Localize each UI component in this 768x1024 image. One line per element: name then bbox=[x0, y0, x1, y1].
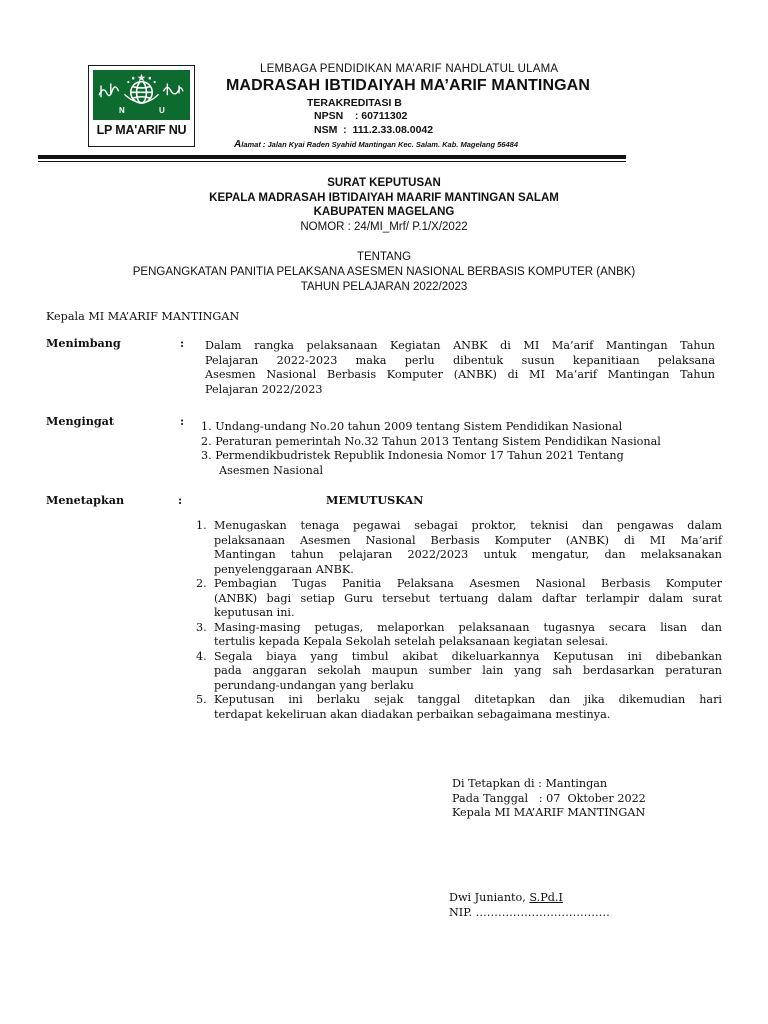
sig-jabatan: Kepala MI MA’ARIF MANTINGAN bbox=[452, 806, 646, 819]
menimbang-line: Pelajaran 2022/2023 bbox=[205, 382, 323, 396]
keputusan-list bbox=[196, 519, 722, 722]
title-nomor: NOMOR : 24/MI_Mrf/ P.1/X/2022 bbox=[300, 221, 468, 233]
menimbang-label: Menimbang bbox=[46, 336, 121, 350]
mengingat-item: 1. Undang-undang No.20 tahun 2009 tentang Sistem Pendidikan Nasional bbox=[201, 420, 623, 433]
title-tahun-pelajaran: TAHUN PELAJARAN 2022/2023 bbox=[300, 281, 468, 293]
header-rule-thin bbox=[38, 161, 626, 162]
alamat-initial: A bbox=[234, 139, 242, 150]
mengingat-list bbox=[201, 420, 731, 478]
menimbang-text bbox=[205, 339, 715, 397]
keputusan-line: pada anggaran sekolah maupun sumber lain yang sah berdasarkan peraturan bbox=[214, 664, 722, 677]
keputusan-line: Masing-masing petugas, melaporkan pelaksanaan tugasnya secara lisan dan bbox=[214, 620, 722, 634]
keputusan-line: (ANBK) bagi setiap Guru tersebut tertuang dalam daftar terlampir dalam surat bbox=[214, 591, 722, 605]
lp-maarif-nu-logo bbox=[88, 65, 195, 147]
header-lembaga: LEMBAGA PENDIDIKAN MA’ARIF NAHDLATUL ULAMA bbox=[260, 63, 559, 75]
menimbang-colon: : bbox=[180, 336, 185, 350]
sig-nip: NIP. ……………………………… bbox=[449, 906, 610, 919]
title-tentang: TENTANG bbox=[356, 251, 412, 263]
header-madrasah-name: MADRASAH IBTIDAIYAH MA’ARIF MANTINGAN bbox=[226, 77, 590, 94]
header-alamat bbox=[234, 139, 518, 150]
menimbang-line: Dalam rangka pelaksanaan Kegiatan ANBK di MI Ma’arif Mantingan Tahun bbox=[205, 339, 715, 352]
keputusan-num: 2. bbox=[196, 577, 207, 590]
keputusan-line: tertulis kepada Kepala Sekolah setelah pelaksanaan kegiatan selesai. bbox=[214, 635, 609, 648]
header-nsm: NSM : 111.2.33.08.0042 bbox=[314, 124, 434, 136]
sig-nama-plain: Dwi Junianto, bbox=[449, 891, 530, 904]
sig-nama bbox=[449, 891, 563, 906]
menimbang-line: Asesmen Nasional Berbasis Komputer (ANBK) di MI Ma’arif Mantingan Tahun bbox=[205, 368, 715, 381]
keputusan-line: penyelenggaraan ANBK. bbox=[214, 562, 354, 576]
keputusan-num: 4. bbox=[196, 649, 207, 663]
keputusan-line: Pembagian Tugas Panitia Pelaksana Asesmen Nasional Berbasis Komputer bbox=[214, 577, 722, 590]
keputusan-item bbox=[196, 519, 722, 577]
header-rule-thick bbox=[38, 155, 626, 159]
mengingat-item: 3. Permendikbudristek Republik Indonesia Nomor 17 Tahun 2021 Tentang bbox=[201, 449, 624, 462]
emblem-letter-u: U bbox=[159, 106, 165, 115]
sig-ditetapkan: Di Tetapkan di : Mantingan bbox=[452, 777, 608, 790]
title-perihal: PENGANGKATAN PANITIA PELAKSANA ASESMEN NASIONAL BERBASIS KOMPUTER (ANBK) bbox=[132, 266, 636, 278]
mengingat-item: 2. Peraturan pemerintah No.32 Tahun 2013 Tentang Sistem Pendidikan Nasional bbox=[201, 434, 661, 448]
menetapkan-label: Menetapkan bbox=[46, 493, 125, 507]
header-npsn: NPSN : 60711302 bbox=[314, 110, 408, 122]
title-kabupaten: KABUPATEN MAGELANG bbox=[313, 206, 455, 218]
keputusan-line: Menugaskan tenaga pegawai sebagai proktor, teknisi dan pengawas dalam bbox=[214, 519, 722, 532]
keputusan-line: Keputusan ini berlaku sejak tanggal ditetapkan dan jika dikemudian hari bbox=[214, 693, 722, 706]
header-akreditasi: TERAKREDITASI B bbox=[307, 97, 402, 109]
keputusan-num: 5. bbox=[196, 693, 207, 706]
menimbang-line: Pelajaran 2022-2023 maka perlu dibentuk susun kepanitiaan pelaksana bbox=[205, 353, 715, 367]
logo-text: LP MA'ARIF NU bbox=[96, 123, 187, 137]
alamat-text: lamat : Jalan Kyai Raden Syahid Mantingan Kec. Salam. Kab. Magelang 56484 bbox=[241, 140, 518, 149]
mengingat-colon: : bbox=[180, 414, 185, 428]
mengingat-label: Mengingat bbox=[46, 414, 115, 428]
sig-nama-gelar: S.Pd.I bbox=[529, 891, 563, 904]
title-surat-keputusan: SURAT KEPUTUSAN bbox=[327, 177, 441, 189]
memutuskan-heading: MEMUTUSKAN bbox=[326, 493, 424, 507]
keputusan-line: Mantingan tahun pelajaran 2022/2023 untuk mengatur, dan melaksanakan bbox=[214, 548, 722, 561]
keputusan-item bbox=[196, 621, 722, 650]
keputusan-num: 1. bbox=[196, 519, 207, 532]
keputusan-line: keputusan ini. bbox=[214, 606, 295, 619]
emblem-letter-n: N bbox=[119, 106, 125, 115]
keputusan-num: 3. bbox=[196, 620, 207, 634]
keputusan-line: terdapat kekeliruan akan diadakan perbaikan sebagaimana mestinya. bbox=[214, 707, 611, 721]
keputusan-item bbox=[196, 577, 722, 621]
menetapkan-colon: : bbox=[178, 493, 183, 507]
keputusan-line: perundang-undangan yang berlaku bbox=[214, 678, 414, 692]
keputusan-line: Segala biaya yang timbul akibat dikeluarkannya Keputusan ini dibebankan bbox=[214, 649, 722, 663]
sig-tanggal: Pada Tanggal : 07 Oktober 2022 bbox=[452, 792, 646, 805]
keputusan-item bbox=[196, 650, 722, 694]
title-kepala-madrasah: KEPALA MADRASAH IBTIDAIYAH MAARIF MANTINGAN SALAM bbox=[209, 192, 559, 204]
keputusan-line: pelaksanaan Asesmen Nasional Berbasis Komputer (ANBK) di MI Ma’arif bbox=[214, 533, 722, 547]
kepala-line: Kepala MI MA’ARIF MANTINGAN bbox=[46, 310, 240, 323]
mengingat-item: Asesmen Nasional bbox=[219, 463, 324, 477]
keputusan-item bbox=[196, 693, 722, 722]
